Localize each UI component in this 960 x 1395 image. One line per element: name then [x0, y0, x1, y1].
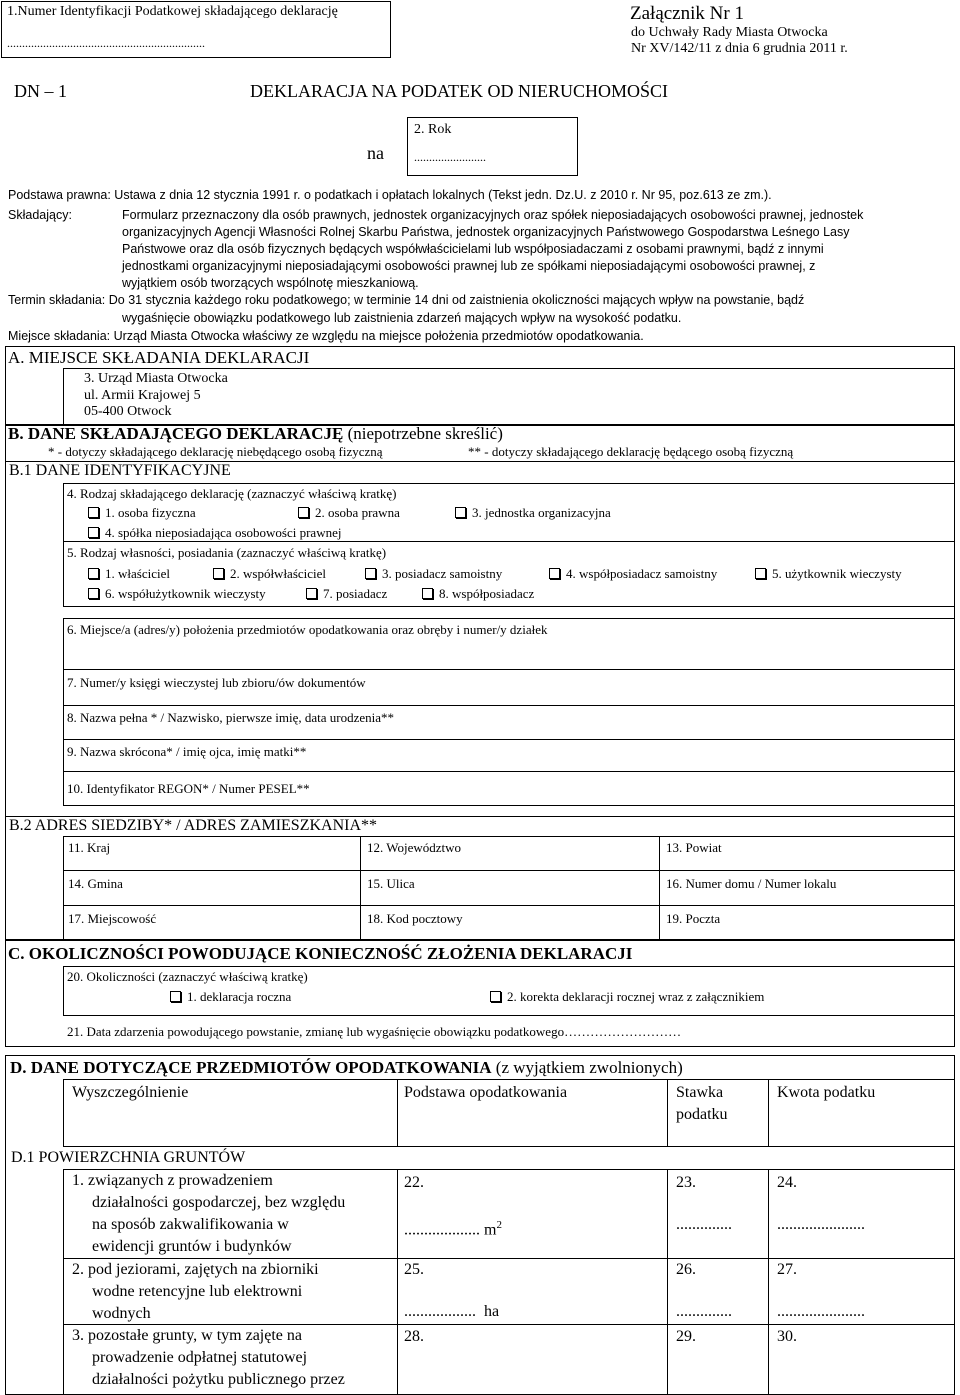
address-wojewodztwo[interactable]: 12. Województwo [367, 840, 462, 855]
field-26-num: 26. [676, 1261, 696, 1278]
checkbox-icon[interactable] [298, 507, 309, 518]
option-wspolposiadacz-samoistny[interactable] [549, 566, 717, 582]
field-28-num: 28. [404, 1328, 424, 1345]
checkbox-icon[interactable] [170, 991, 181, 1002]
form-code: DN – 1 [14, 81, 67, 101]
desc-line: na sposób zakwalifikowania w [92, 1216, 289, 1233]
desc-line: 1. związanych z prowadzeniem [72, 1172, 273, 1189]
field-30-num: 30. [777, 1328, 797, 1345]
option-label: 1. właściciel [105, 566, 170, 581]
option-osoba-fizyczna[interactable] [88, 505, 196, 521]
na-label: na [367, 143, 384, 163]
submitter-text [122, 207, 952, 292]
address-ulica[interactable]: 15. Ulica [367, 876, 415, 891]
address-kraj[interactable]: 11. Kraj [68, 840, 111, 855]
option-osoba-prawna[interactable] [298, 505, 400, 521]
table-row-desc [72, 1259, 392, 1325]
field-22-value[interactable] [404, 1214, 502, 1241]
note-natural-person: ** - dotyczy składającego deklarację będącego osobą fizyczną [468, 444, 794, 459]
option-wspolposiadacz[interactable] [422, 586, 534, 602]
table-col-divider [768, 1169, 769, 1395]
option-label: 8. współposiadacz [439, 586, 535, 601]
option-label: 2. korekta deklaracji rocznej wraz z załącznikiem [507, 989, 765, 1004]
office-line3: 05-400 Otwock [84, 404, 172, 419]
address-kod-pocztowy[interactable]: 18. Kod pocztowy [367, 911, 463, 926]
section-d-title-main: D. DANE DOTYCZĄCE PRZEDMIOTÓW OPODATKOWANIA [10, 1058, 492, 1077]
field-25-num: 25. [404, 1261, 424, 1278]
address-powiat[interactable]: 13. Powiat [666, 840, 722, 855]
option-label: 3. jednostka organizacyjna [472, 505, 611, 520]
unit-superscript: 2 [496, 1219, 502, 1231]
field-23-num: 23. [676, 1174, 696, 1191]
section-c-title: C. OKOLICZNOŚCI POWODUJĄCE KONIECZNOŚĆ ZŁOŻENIA DEKLARACJI [8, 944, 633, 963]
desc-line: działalności pożytku publicznego przez [92, 1371, 345, 1388]
field-21-label[interactable]: 21. Data zdarzenia powodującego powstanie, zmianę lub wygaśnięcie obowiązku podatkowego……………………… [67, 1024, 682, 1039]
option-label: 2. współwłaściciel [230, 566, 327, 581]
checkbox-icon[interactable] [455, 507, 466, 518]
table-col-divider [397, 1079, 398, 1147]
option-label: 4. spółka nieposiadająca osobowości prawnej [105, 525, 342, 540]
field-29-num: 29. [676, 1328, 696, 1345]
field-22-num: 22. [404, 1174, 424, 1191]
field-10-label: 10. Identyfikator REGON* / Numer PESEL** [67, 781, 310, 796]
col-podatku: podatku [676, 1106, 728, 1123]
checkbox-icon[interactable] [365, 568, 376, 579]
nip-label: 1.Numer Identyfikacji Podatkowej składającego deklarację [7, 4, 338, 19]
table-col-divider [659, 836, 660, 940]
field-24-num: 24. [777, 1174, 797, 1191]
option-wspoluzytkownik-wieczysty[interactable] [88, 586, 266, 602]
address-gmina[interactable]: 14. Gmina [68, 876, 123, 891]
office-line2: ul. Armii Krajowej 5 [84, 388, 201, 403]
option-label: 7. posiadacz [323, 586, 388, 601]
submitter-line: wyjątkiem osób tworzących wspólnotę mieszkaniową. [122, 276, 419, 290]
deadline-line1: Termin składania: Do 31 stycznia każdego roku podatkowego; w terminie 14 dni od zaistnienia okoliczności mających wpływ na powstanie, bądź [8, 293, 805, 307]
desc-line: działalności gospodarczej, bez względu [92, 1194, 346, 1211]
desc-line: wodnych [92, 1305, 151, 1322]
field-20-label: 20. Okoliczności (zaznaczyć właściwą kratkę) [67, 969, 308, 984]
address-poczta[interactable]: 19. Poczta [666, 911, 721, 926]
option-wspolwlasciciel[interactable] [213, 566, 326, 582]
form-title: DEKLARACJA NA PODATEK OD NIERUCHOMOŚCI [250, 81, 669, 101]
year-label: 2. Rok [414, 122, 452, 137]
table-row-desc [72, 1325, 392, 1391]
checkbox-icon[interactable] [88, 588, 99, 599]
option-label: 1. deklaracja roczna [187, 989, 292, 1004]
option-posiadacz[interactable] [306, 586, 387, 602]
annex-line3: Nr XV/142/11 z dnia 6 grudnia 2011 r. [631, 41, 848, 56]
section-a-title: A. MIEJSCE SKŁADANIA DEKLARACJI [8, 348, 310, 367]
section-d-title [10, 1058, 683, 1078]
col-wyszczegolnienie: Wyszczególnienie [72, 1084, 189, 1101]
address-numer-domu[interactable]: 16. Numer domu / Numer lokalu [666, 876, 837, 891]
desc-line: ewidencji gruntów i budynków [92, 1238, 292, 1255]
year-dots: ........................ [414, 150, 486, 164]
b1-title: B.1 DANE IDENTYFIKACYJNE [9, 462, 231, 479]
option-uzytkownik-wieczysty[interactable] [755, 566, 902, 582]
place-text: Miejsce składania: Urząd Miasta Otwocka właściwy ze względu na miejsce położenia przedmiotów opodatkowania. [8, 329, 644, 343]
field-8-label: 8. Nazwa pełna * / Nazwisko, pierwsze imię, data urodzenia** [67, 710, 395, 725]
option-posiadacz-samoistny[interactable] [365, 566, 502, 582]
option-label: 5. użytkownik wieczysty [772, 566, 902, 581]
section-d-title-suffix: (z wyjątkiem zwolnionych) [491, 1058, 683, 1077]
table-row-divider [63, 870, 955, 871]
table-col-divider [397, 1169, 398, 1395]
col-kwota: Kwota podatku [777, 1084, 876, 1101]
desc-line: 2. pod jeziorami, zajętych na zbiorniki [72, 1261, 319, 1278]
option-label: 4. współposiadacz samoistny [566, 566, 718, 581]
checkbox-icon[interactable] [755, 568, 766, 579]
col-stawka: Stawka [676, 1084, 724, 1101]
table-col-divider [768, 1079, 769, 1147]
table-row-desc [72, 1170, 392, 1258]
field-27-value[interactable]: ...................... [777, 1303, 865, 1320]
option-label: 2. osoba prawna [315, 505, 400, 520]
submitter-line: Państwowe oraz dla osób fizycznych będących współwłaścicielami lub współposiadaczami z osobami prawnymi, bądź z innymi [122, 242, 824, 256]
field-24-value[interactable]: ...................... [777, 1216, 865, 1233]
nip-dots: .................................................................. [7, 36, 205, 50]
field-4-label: 4. Rodzaj składającego deklarację (zaznaczyć właściwą kratkę) [67, 486, 397, 501]
note-legal-person: * - dotyczy składającego deklarację niebędącego osobą fizyczną [48, 444, 383, 459]
office-line1: 3. Urząd Miasta Otwocka [84, 371, 228, 386]
option-deklaracja-roczna[interactable] [170, 989, 291, 1005]
legal-basis: Podstawa prawna: Ustawa z dnia 12 stycznia 1991 r. o podatkach i opłatach lokalnych (Tekst jedn. Dz.U. z 2010 r. Nr 95, poz.613 ze zm.). [8, 188, 772, 202]
table-col-divider [360, 836, 361, 940]
checkbox-icon[interactable] [490, 991, 501, 1002]
annex-line2: do Uchwały Rady Miasta Otwocka [631, 25, 828, 40]
table-col-divider [667, 1169, 668, 1395]
field-25-value[interactable]: .................. ha [404, 1303, 500, 1320]
table-row-divider [63, 905, 955, 906]
option-jednostka-organizacyjna[interactable] [455, 505, 611, 521]
desc-line: 3. pozostałe grunty, w tym zajęte na [72, 1327, 302, 1344]
field-27-num: 27. [777, 1261, 797, 1278]
checkbox-icon[interactable] [422, 588, 433, 599]
checkbox-icon[interactable] [306, 588, 317, 599]
col-podstawa: Podstawa opodatkowania [404, 1084, 568, 1101]
section-b-title-main: B. DANE SKŁADAJĄCEGO DEKLARACJĘ [8, 424, 344, 443]
section-b-title [8, 424, 503, 444]
desc-line: wodne retencyjne lub elektrowni [92, 1283, 303, 1300]
field-5-label: 5. Rodzaj własności, posiadania (zaznaczyć właściwą kratkę) [67, 545, 387, 560]
option-label: 6. współużytkownik wieczysty [105, 586, 266, 601]
submitter-line: organizacyjnych Agencji Własności Rolnej Skarbu Państwa, jednostek organizacyjnych Państwowego Gospodarstwa Leśnego Lasy [122, 225, 850, 239]
option-label: 1. osoba fizyczna [105, 505, 196, 520]
b2-title: B.2 ADRES SIEDZIBY* / ADRES ZAMIESZKANIA** [9, 817, 378, 834]
option-label: 3. posiadacz samoistny [382, 566, 503, 581]
d1-title: D.1 POWIERZCHNIA GRUNTÓW [11, 1149, 246, 1166]
desc-line: prowadzenie odpłatnej statutowej [92, 1349, 308, 1366]
checkbox-icon[interactable] [88, 568, 99, 579]
table-col-divider [667, 1079, 668, 1147]
checkbox-icon[interactable] [549, 568, 560, 579]
submitter-line: jednostkami organizacyjnymi nieposiadającymi osobowości prawnej lub ze spółkami nieposiadającymi osobowości prawnej, z [122, 259, 816, 273]
field-22-dots: ................... m [404, 1221, 497, 1239]
option-spolka[interactable] [88, 525, 341, 541]
deadline-line2: wygaśnięcie obowiązku podatkowego lub zaistnienia zdarzeń mających wpływ na wysokość podatku. [122, 311, 682, 325]
checkbox-icon[interactable] [213, 568, 224, 579]
address-miejscowosc[interactable]: 17. Miejscowość [68, 911, 157, 926]
field-9-label: 9. Nazwa skrócona* / imię ojca, imię matki** [67, 744, 307, 759]
checkbox-icon[interactable] [88, 507, 99, 518]
submitter-label: Składający: [8, 208, 72, 222]
option-wlasciciel[interactable] [88, 566, 170, 582]
field-7-label: 7. Numer/y księgi wieczystej lub zbioru/ów dokumentów [67, 675, 366, 690]
field-23-value[interactable]: .............. [676, 1216, 732, 1233]
field-26-value[interactable]: .............. [676, 1303, 732, 1320]
submitter-line: Formularz przeznaczony dla osób prawnych, jednostek organizacyjnych oraz spółek nieposiadających osobowości prawnej, jednostek [122, 208, 864, 222]
section-b-title-suffix: (niepotrzebne skreślić) [343, 424, 503, 443]
field-6-label: 6. Miejsce/a (adres/y) położenia przedmiotów opodatkowania oraz obręby i numer/y działek [67, 622, 548, 637]
option-korekta[interactable] [490, 989, 764, 1005]
checkbox-icon[interactable] [88, 527, 99, 538]
annex-title: Załącznik Nr 1 [630, 3, 744, 24]
